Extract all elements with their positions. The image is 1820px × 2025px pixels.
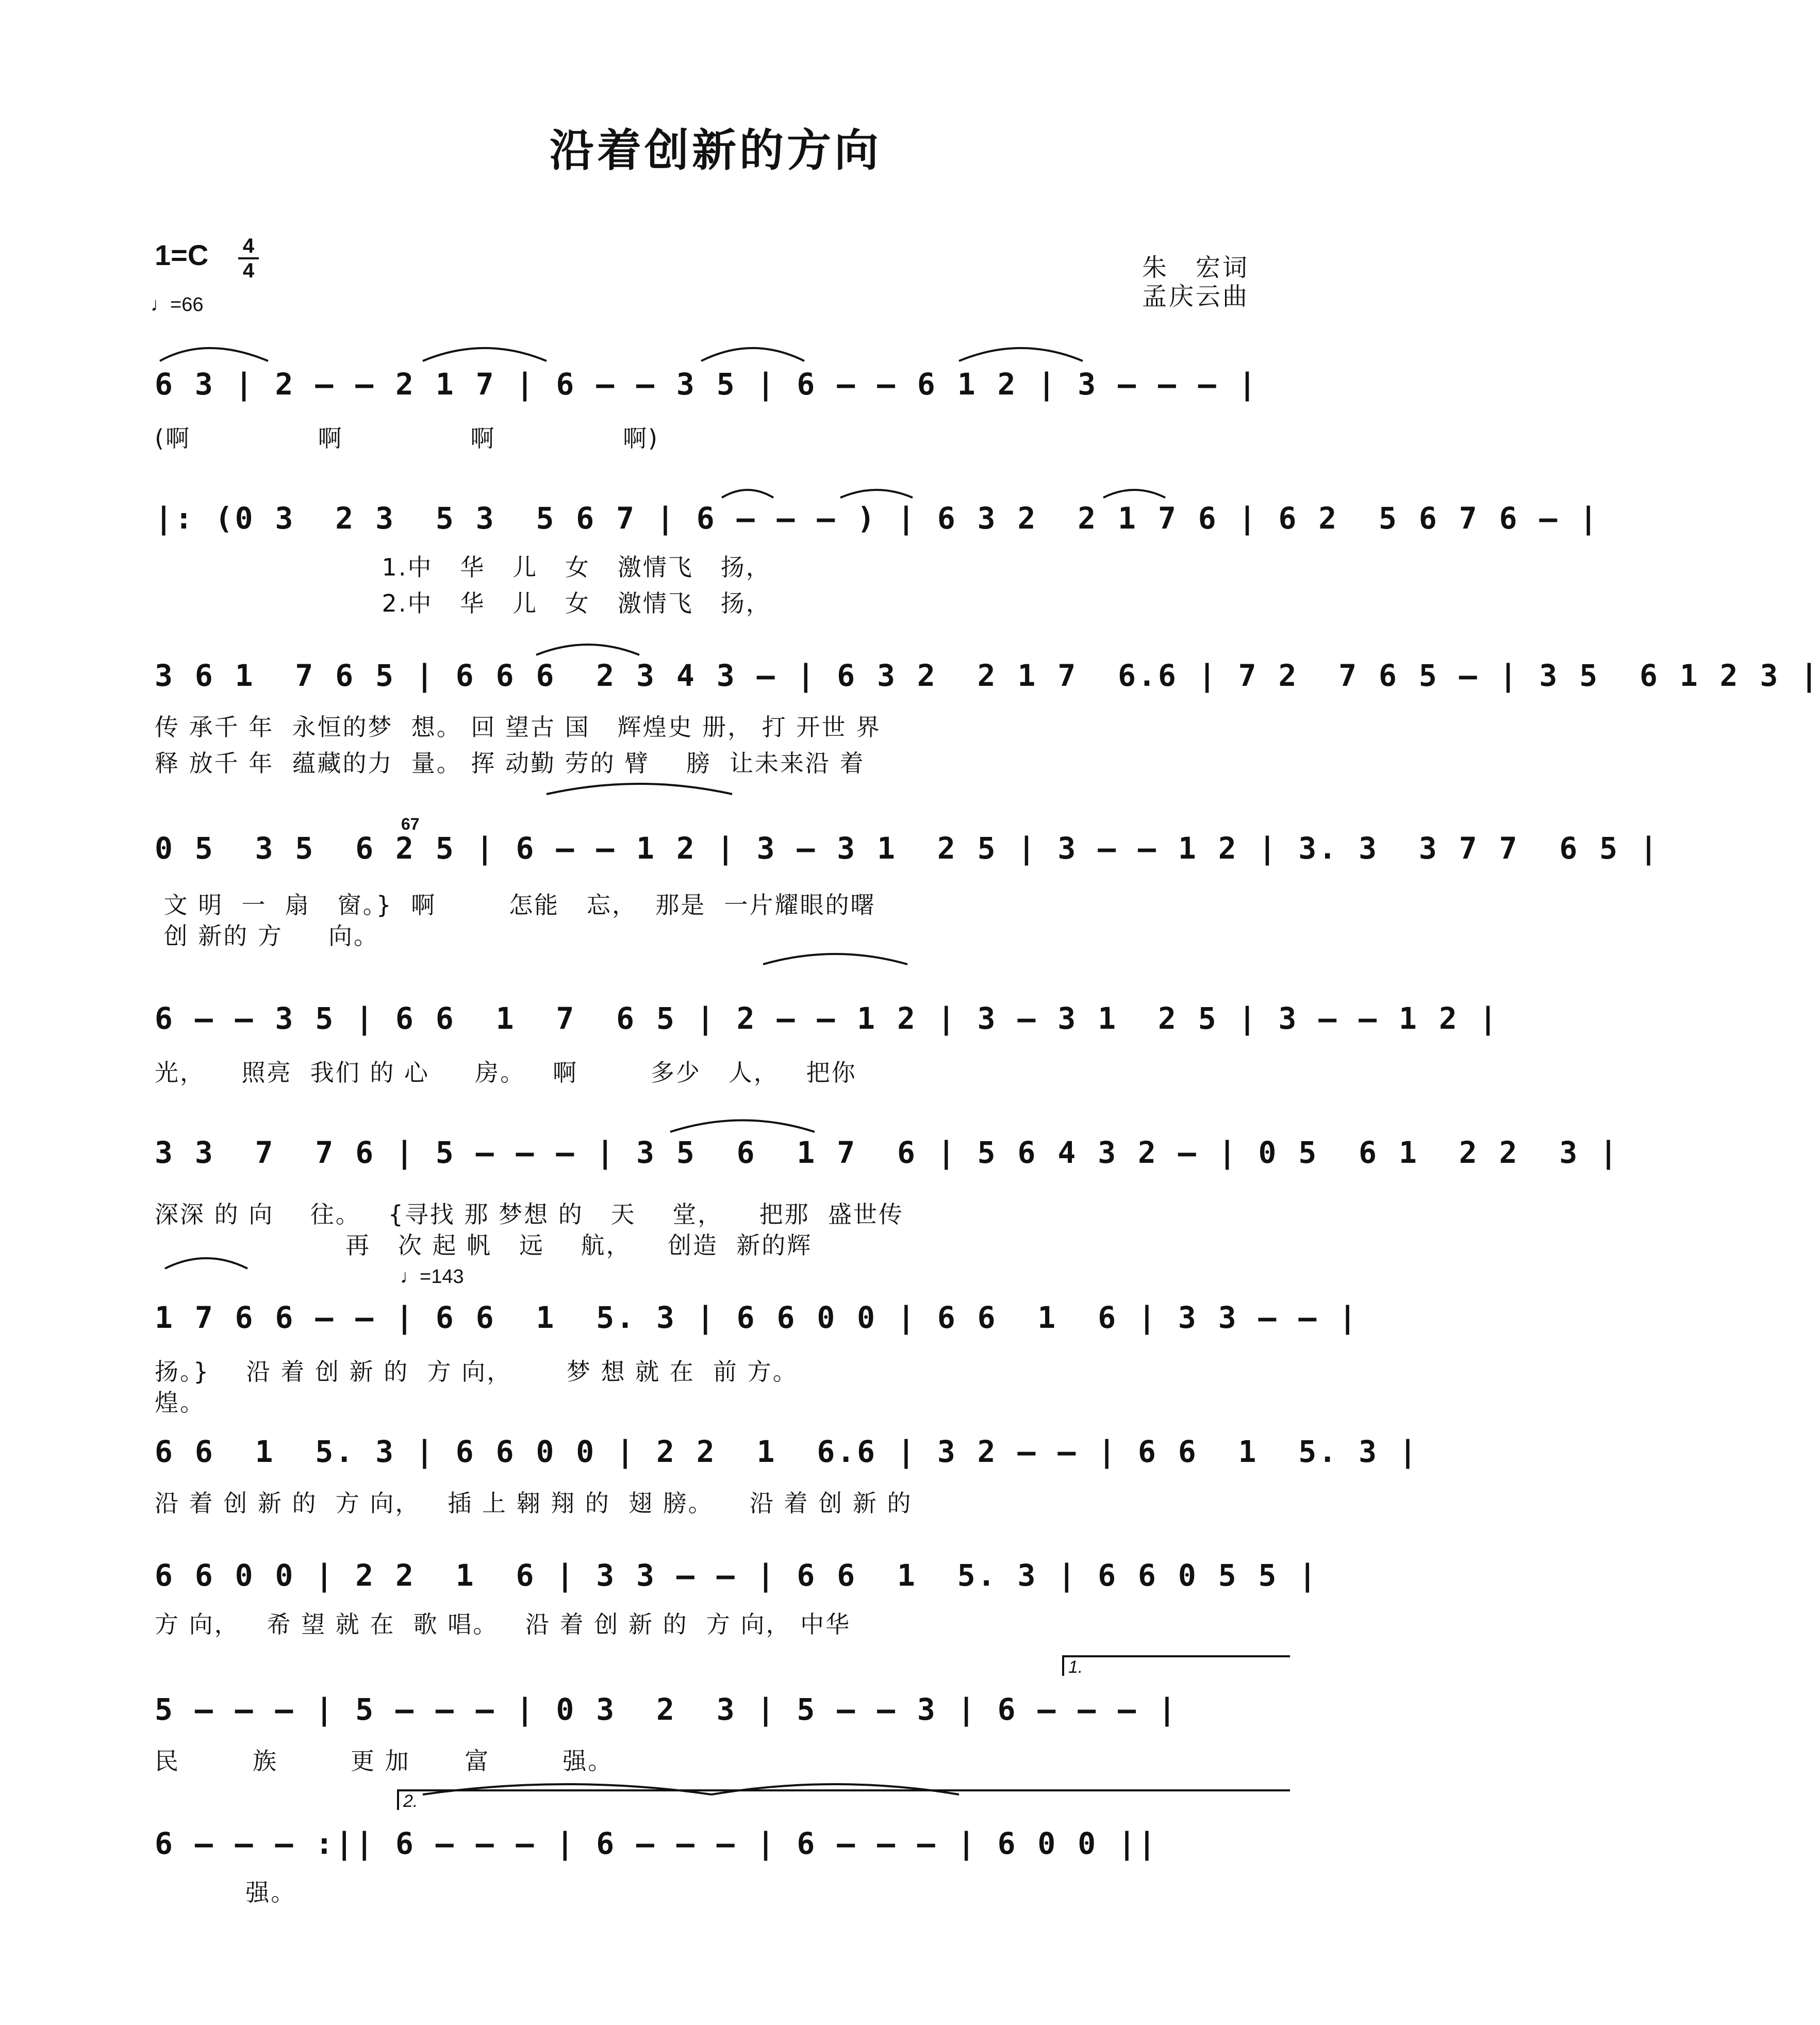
lyric-line-2: 释 放千 年 蕴藏的力 量。 挥 动勤 劳的 臂 膀 让未来沿 着	[155, 749, 865, 777]
system-notes: 3 6 1 7 6 5 | 6 6 6 2 3 4 3 – | 6 3 2 2 1 7 6.6 | 7 2 7 6 5 – | 3 5 6 1 2 3 |	[155, 658, 1820, 693]
system-notes: 6 6 0 0 | 2 2 1 6 | 3 3 – – | 6 6 1 5. 3 | 6 6 0 5 5 |	[155, 1558, 1319, 1593]
tempo-marking: ♩=66	[151, 294, 204, 316]
lyric-line-1: 光， 照亮 我们 的 心 房。 啊 多少 人， 把你	[155, 1059, 857, 1086]
lyric-line-1: 传 承千 年 永恒的梦 想。 回 望古 国 辉煌史 册， 打 开世 界	[155, 713, 881, 741]
system-notes: 6 6 1 5. 3 | 6 6 0 0 | 2 2 1 6.6 | 3 2 – – | 6 6 1 5. 3 |	[155, 1434, 1419, 1469]
lyric-line-2: 2.中 华 儿 女 激情飞 扬，	[155, 589, 771, 617]
lyric-line-1: 1.中 华 儿 女 激情飞 扬，	[155, 553, 771, 581]
lyric-line-1: 民 族 更 加 富 强。	[155, 1747, 614, 1775]
lyric-line-1: (啊 啊 啊 啊)	[155, 424, 659, 452]
system-notes: 5 – – – | 5 – – – | 0 3 2 3 | 5 – – 3 | 6 – – – |	[155, 1692, 1178, 1727]
key-signature: 1=C	[155, 239, 209, 271]
tempo-change-marking: ♩=143	[400, 1266, 464, 1288]
lyric-line-1: 文 明 一 扇 窗。} 啊 怎能 忘， 那是 一片耀眼的曙	[155, 891, 876, 919]
system-notes: 6 – – – :|| 6 – – – | 6 – – – | 6 – – – | 6 0 0 ||	[155, 1826, 1158, 1861]
system-notes: 6 – – 3 5 | 6 6 1 7 6 5 | 2 – – 1 2 | 3 – 3 1 2 5 | 3 – – 1 2 |	[155, 1001, 1499, 1036]
lyric-line-2: 再 次 起 帆 远 航， 创造 新的辉	[155, 1231, 813, 1259]
first-ending-bracket: 1.	[1062, 1655, 1290, 1676]
time-signature-top: 4	[242, 235, 255, 257]
system-notes: |: (0 3 2 3 5 3 5 6 7 | 6 – – – ) | 6 3 2 2 1 7 6 | 6 2 5 6 7 6 – |	[155, 501, 1600, 536]
time-signature-bottom: 4	[242, 259, 255, 282]
song-title: 沿着创新的方向	[550, 124, 882, 176]
composer-credit: 孟庆云曲	[1142, 282, 1250, 311]
lyric-line-2: 煌。	[155, 1389, 205, 1417]
system-notes: 0 5 3 5 6 2 5 | 6 – – 1 2 | 3 – 3 1 2 5 | 3 – – 1 2 | 3. 3 3 7 7 6 5 |	[155, 831, 1660, 866]
system-notes: 6 3 | 2 – – 2 1 7 | 6 – – 3 5 | 6 – – 6 1 2 | 3 – – – |	[155, 367, 1259, 402]
lyric-line-1: 扬。} 沿 着 创 新 的 方 向， 梦 想 就 在 前 方。	[155, 1358, 798, 1386]
system-notes: 3 3 7 7 6 | 5 – – – | 3 5 6 1 7 6 | 5 6 4 3 2 – | 0 5 6 1 2 2 3 |	[155, 1135, 1620, 1170]
lyric-line-1: 方 向， 希 望 就 在 歌 唱。 沿 着 创 新 的 方 向， 中华	[155, 1610, 851, 1638]
lyric-line-1: 沿 着 创 新 的 方 向， 插 上 翱 翔 的 翅 膀。 沿 着 创 新 的	[155, 1489, 913, 1517]
grace-notes: 67	[401, 815, 420, 833]
lyric-line-1: 深深 的 向 往。 {寻找 那 梦想 的 天 堂， 把那 盛世传	[155, 1200, 904, 1228]
lyric-line-1: 强。	[155, 1879, 296, 1906]
lyric-line-2: 创 新的 方 向。	[155, 922, 379, 950]
second-ending-bracket: 2.	[397, 1789, 1290, 1810]
lyricist-credit: 朱 宏词	[1142, 253, 1250, 282]
time-signature	[238, 235, 259, 282]
system-notes: 1 7 6 6 – – | 6 6 1 5. 3 | 6 6 0 0 | 6 6 1 6 | 3 3 – – |	[155, 1300, 1359, 1335]
